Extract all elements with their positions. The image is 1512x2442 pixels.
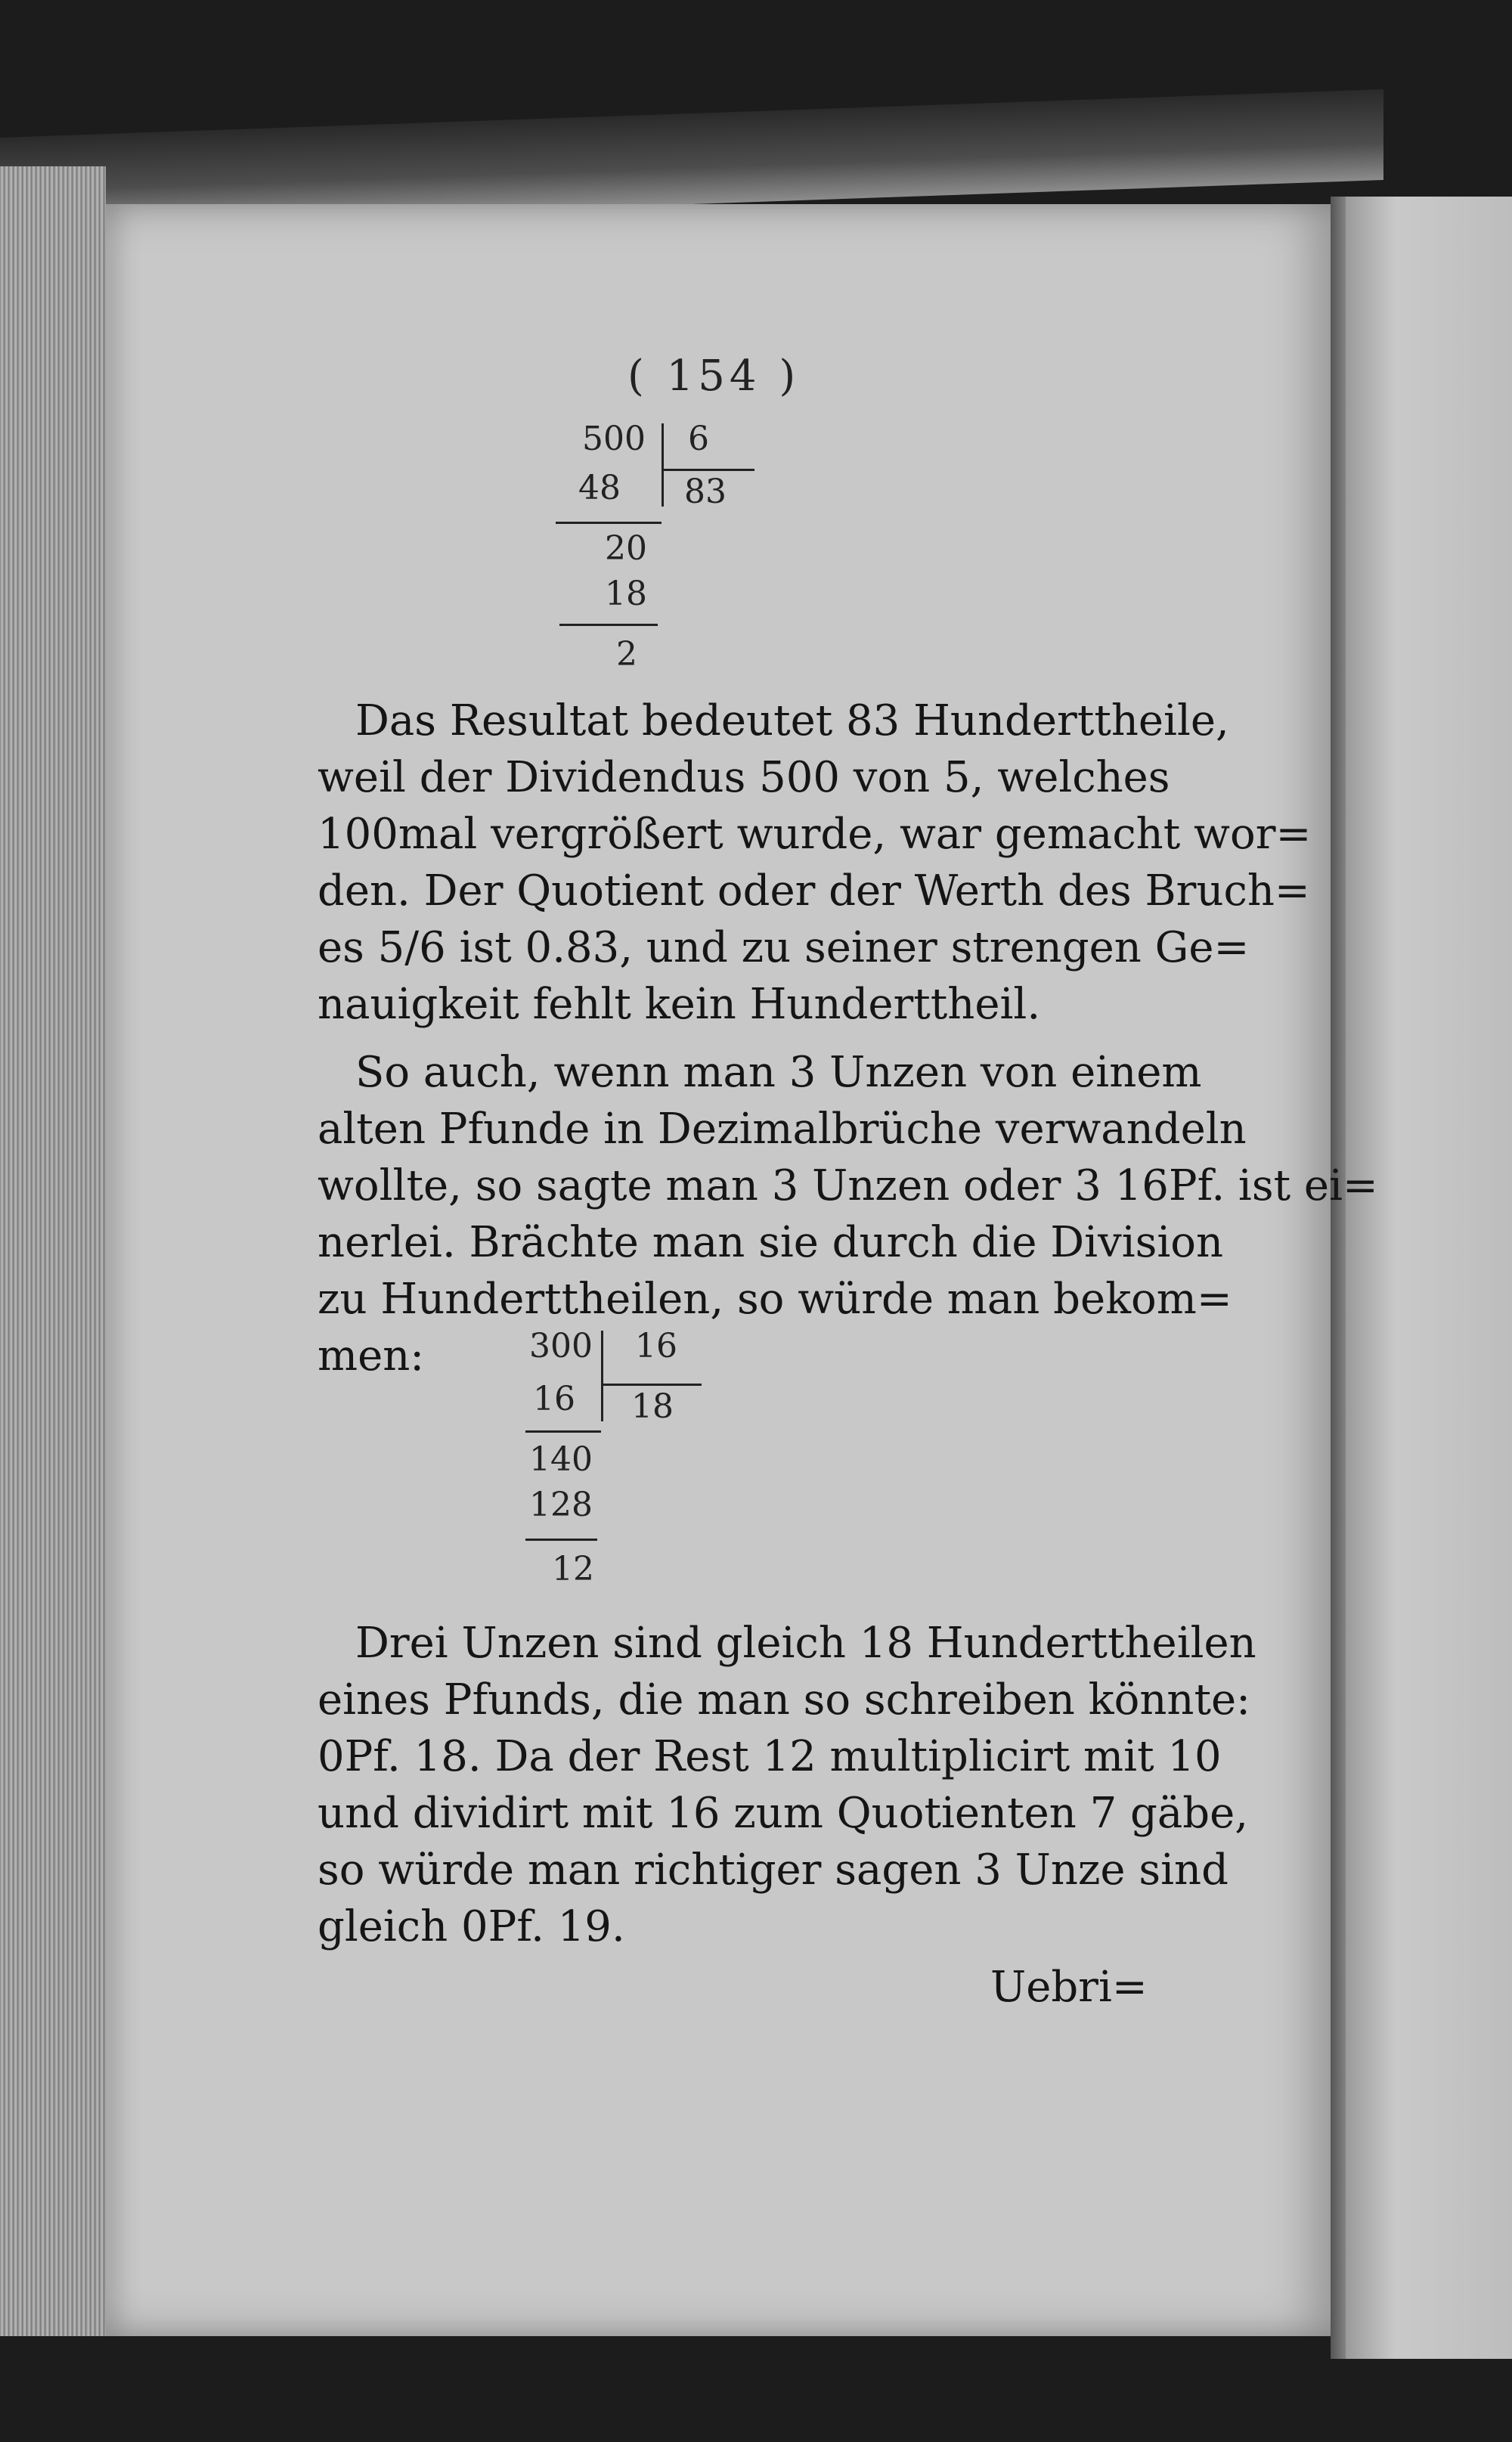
paragraph-3-line-6: gleich 0Pf. 19. xyxy=(318,1902,625,1951)
division-2-remainder2: 12 xyxy=(552,1550,594,1588)
paragraph-2-line-4: nerlei. Brächte man sie durch die Division xyxy=(318,1218,1224,1267)
facing-page xyxy=(1346,197,1512,2359)
paragraph-2-line-2: alten Pfunde in Dezimalbrüche verwandeln xyxy=(318,1105,1247,1154)
division-2-step2: 128 xyxy=(529,1486,593,1524)
division-2-divisor: 16 xyxy=(635,1327,677,1365)
division-2-bracket xyxy=(601,1331,603,1421)
division-1-divisor: 6 xyxy=(688,420,709,458)
division-2-quotient-line xyxy=(603,1384,702,1386)
paragraph-1-line-4: den. Der Quotient oder der Werth des Bruch= xyxy=(318,866,1310,916)
paragraph-1-line-6: nauigkeit fehlt kein Hunderttheil. xyxy=(318,980,1041,1029)
catchword: Uebri= xyxy=(990,1963,1148,2012)
division-1-line1 xyxy=(556,522,662,524)
division-2-step1: 16 xyxy=(533,1380,575,1418)
paragraph-3-line-5: so würde man richtiger sagen 3 Unze sind xyxy=(318,1845,1228,1895)
division-1-bracket xyxy=(662,423,664,507)
paragraph-1-line-5: es 5/6 ist 0.83, und zu seiner strengen Ge= xyxy=(318,923,1250,972)
division-2-line2 xyxy=(525,1539,597,1541)
division-2-dividend: 300 xyxy=(529,1327,593,1365)
paragraph-3-line-4: und dividirt mit 16 zum Quotienten 7 gäbe, xyxy=(318,1789,1249,1838)
paragraph-2-line-3: wollte, so sagte man 3 Unzen oder 3 16Pf. ist ei= xyxy=(318,1161,1378,1210)
page-stack-edge xyxy=(0,166,106,2336)
paragraph-2-line-1: So auch, wenn man 3 Unzen von einem xyxy=(355,1048,1202,1097)
division-1-remainder1: 20 xyxy=(605,529,647,568)
page-number: ( 154 ) xyxy=(627,352,801,401)
paragraph-1-line-1: Das Resultat bedeutet 83 Hunderttheile, xyxy=(355,696,1229,745)
paragraph-2-line-6: men: xyxy=(318,1331,425,1381)
paragraph-1-line-2: weil der Dividendus 500 von 5, welches xyxy=(318,753,1170,802)
division-2-line1 xyxy=(525,1430,601,1433)
division-1-quotient-line xyxy=(664,469,754,471)
paragraph-2-line-5: zu Hunderttheilen, so würde man bekom= xyxy=(318,1275,1232,1324)
paragraph-3-line-3: 0Pf. 18. Da der Rest 12 multiplicirt mit 10 xyxy=(318,1732,1222,1781)
division-2-quotient: 18 xyxy=(631,1387,674,1426)
division-1-quotient: 83 xyxy=(684,473,727,511)
division-1-dividend: 500 xyxy=(582,420,646,458)
paragraph-3-line-1: Drei Unzen sind gleich 18 Hunderttheilen xyxy=(355,1619,1256,1668)
paragraph-1-line-3: 100mal vergrößert wurde, war gemacht wor= xyxy=(318,810,1312,859)
division-2-remainder1: 140 xyxy=(529,1440,593,1479)
division-1-step2: 18 xyxy=(605,575,647,613)
division-1-step1: 48 xyxy=(578,469,621,507)
paragraph-3-line-2: eines Pfunds, die man so schreiben könnte: xyxy=(318,1675,1250,1725)
division-1-remainder2: 2 xyxy=(616,635,637,674)
division-1-line2 xyxy=(559,624,658,626)
